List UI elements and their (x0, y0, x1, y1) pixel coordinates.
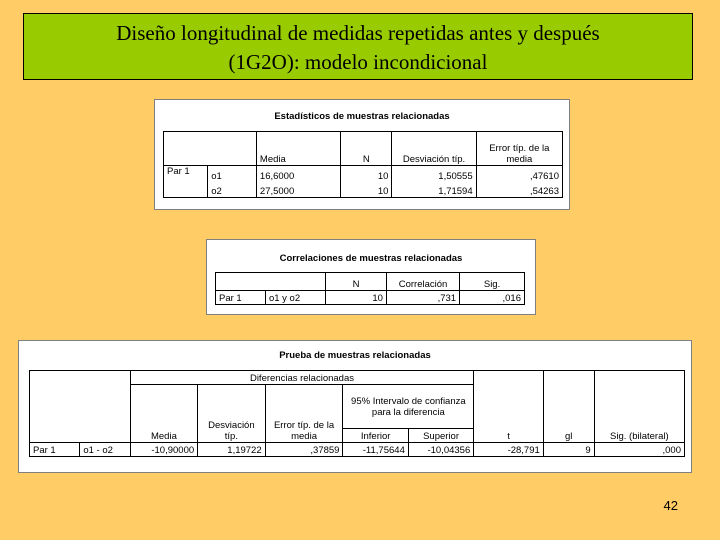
cell-corr: ,731 (386, 291, 459, 305)
col-header-error: Error típ. de la media (476, 132, 562, 166)
cell-desv: 1,19722 (198, 443, 265, 457)
correlations-table (215, 272, 525, 305)
cell-desv-o2: 1,71594 (392, 182, 476, 198)
cell-inferior: -11,75644 (343, 443, 408, 457)
col-header-desviacion: Desviación típ. (392, 132, 476, 166)
col-header-desviacion: Desviación típ. (198, 385, 265, 443)
slide-title (23, 13, 693, 80)
paired-stats-title: Estadísticos de muestras relacionadas (274, 111, 450, 122)
cell-n: 10 (326, 291, 387, 305)
cell-error-o2: ,54263 (476, 182, 562, 198)
cell-superior: -10,04356 (408, 443, 473, 457)
paired-test-title: Prueba de muestras relacionadas (279, 350, 431, 361)
paired-test-table (29, 370, 685, 457)
pair-label: Par 1 (216, 291, 266, 305)
var-o1: o1 (208, 166, 257, 182)
col-header-inferior: Inferior (343, 429, 408, 443)
var-pair: o1 y o2 (265, 291, 325, 305)
paired-stats-panel (154, 99, 570, 210)
cell-n-o2: 10 (341, 182, 392, 198)
col-header-n: N (326, 273, 387, 291)
ci-header: 95% Intervalo de confianza para la diferencia (343, 385, 474, 429)
col-header-correlacion: Correlación (386, 273, 459, 291)
cell-media-o1: 16,6000 (256, 166, 340, 182)
cell-sig: ,016 (460, 291, 525, 305)
var-pair: o1 - o2 (80, 443, 130, 457)
pair-label-spacer (164, 182, 208, 198)
cell-t: -28,791 (474, 443, 544, 457)
cell-media: -10,90000 (130, 443, 197, 457)
page-number: 42 (663, 498, 678, 513)
pair-label: Par 1 (30, 443, 80, 457)
col-header-sig: Sig. (460, 273, 525, 291)
paired-test-panel (18, 340, 692, 473)
slide-title-line1: Diseño longitudinal de medidas repetidas antes y después (116, 21, 600, 45)
cell-error: ,37859 (265, 443, 343, 457)
col-header-superior: Superior (408, 429, 473, 443)
col-header-error: Error típ. de la media (265, 385, 343, 443)
cell-media-o2: 27,5000 (256, 182, 340, 198)
var-o2: o2 (208, 182, 257, 198)
pair-label: Par 1 (164, 166, 208, 182)
col-header-gl: gl (543, 371, 594, 443)
cell-sig: ,000 (594, 443, 684, 457)
col-header-n: N (341, 132, 392, 166)
correlations-title: Correlaciones de muestras relacionadas (279, 253, 463, 264)
col-header-media: Media (130, 385, 197, 443)
cell-desv-o1: 1,50555 (392, 166, 476, 182)
correlations-panel (206, 239, 536, 315)
paired-stats-table (163, 131, 563, 198)
col-header-t: t (474, 371, 544, 443)
cell-error-o1: ,47610 (476, 166, 562, 182)
group-header-diferencias: Diferencias relacionadas (130, 371, 474, 385)
col-header-media: Media (256, 132, 340, 166)
col-header-sig: Sig. (bilateral) (594, 371, 684, 443)
slide-title-line2: (1G2O): modelo incondicional (228, 50, 488, 74)
cell-gl: 9 (543, 443, 594, 457)
cell-n-o1: 10 (341, 166, 392, 182)
